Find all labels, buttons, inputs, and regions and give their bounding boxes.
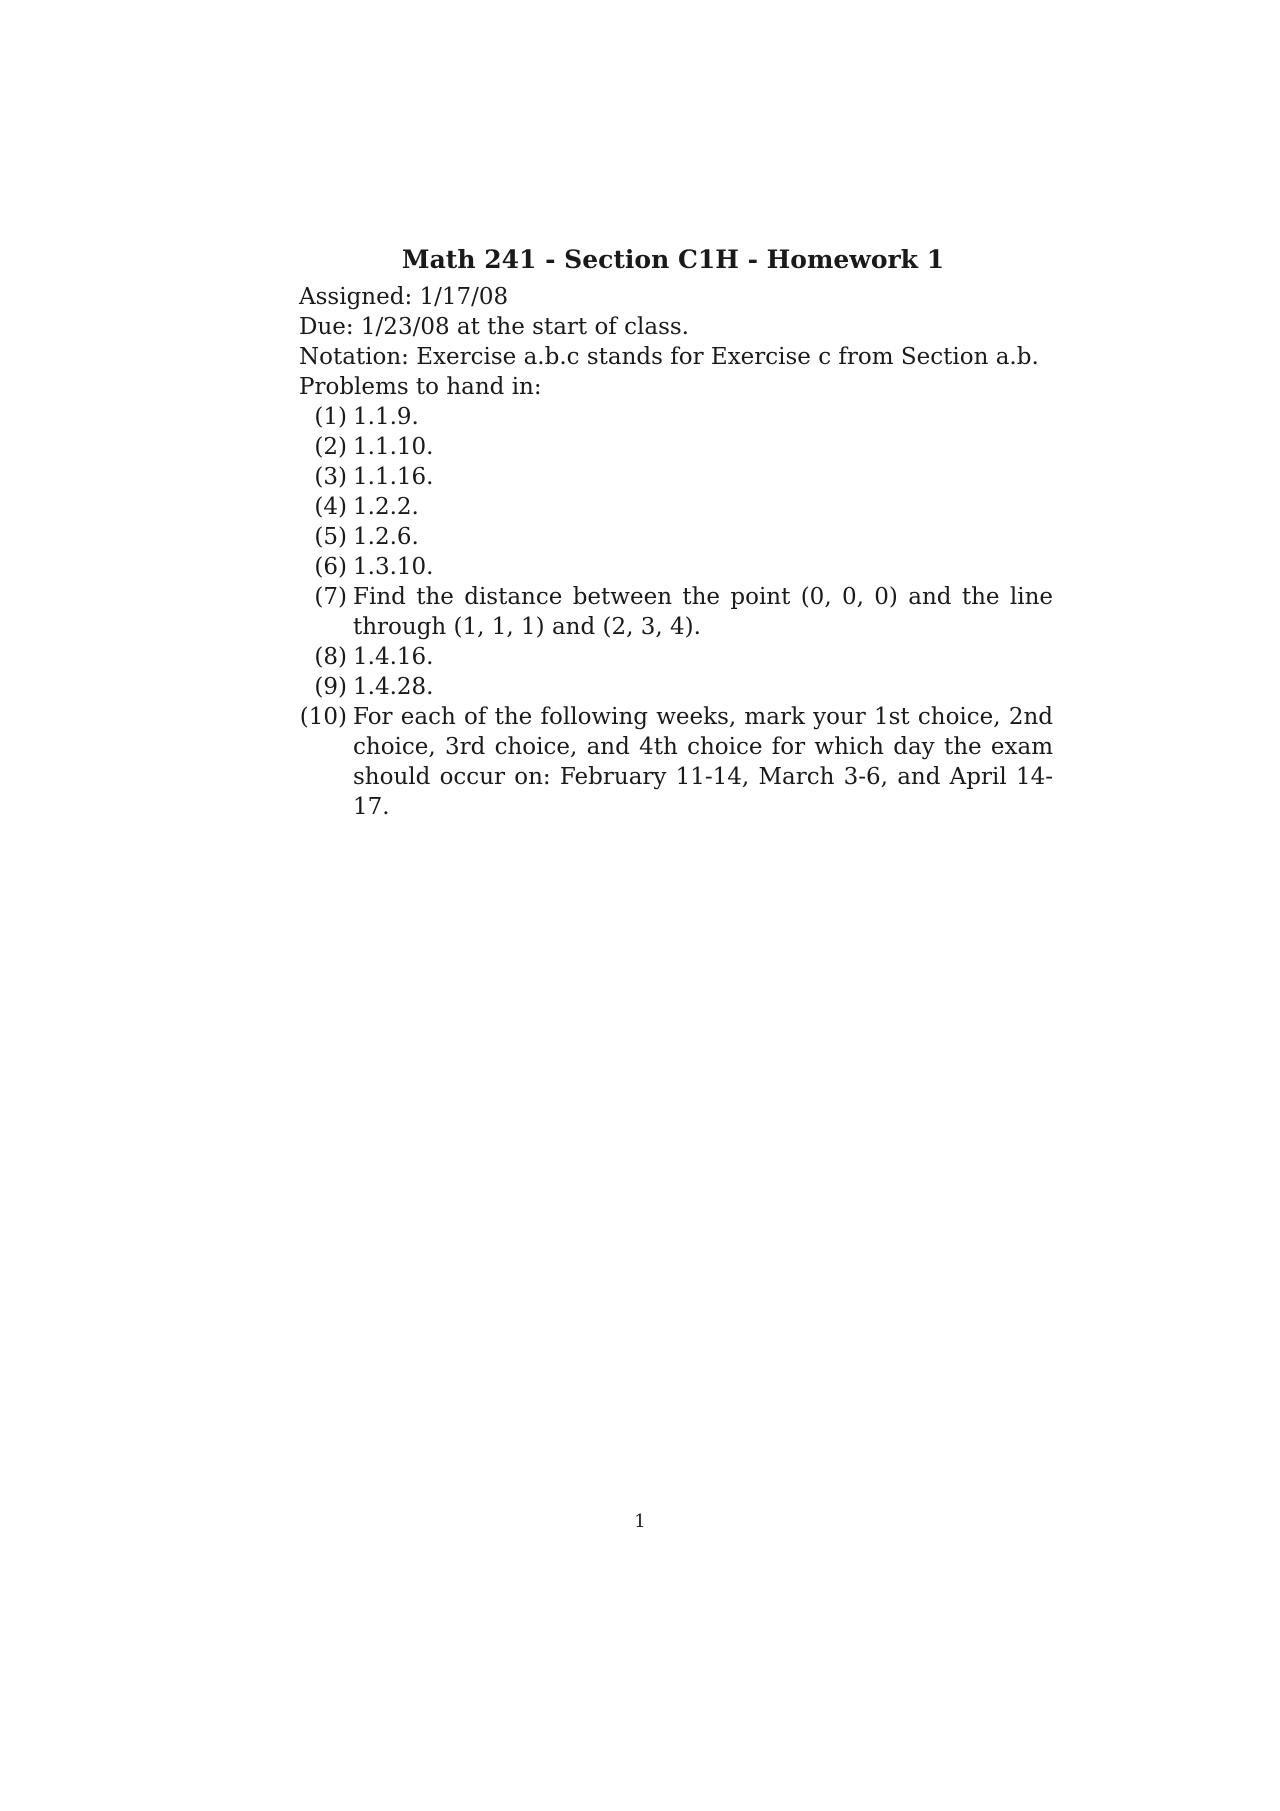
due-date: Due: 1/23/08 at the start of class. <box>299 314 689 340</box>
problem-text: 1.2.2. <box>353 494 419 520</box>
problem-number: (6) <box>314 554 347 580</box>
problem-text: 1.3.10. <box>353 554 434 580</box>
problem-text: 1.4.28. <box>353 674 434 700</box>
problem-item <box>299 672 1059 702</box>
problem-text: 1.1.10. <box>353 434 434 460</box>
notation-note: Notation: Exercise a.b.c stands for Exercise c from Section a.b. <box>299 344 1039 370</box>
problem-text: Find the distance between the point (0, 0, 0) and the line through (1, 1, 1) and (2, 3, 4). <box>353 584 1053 640</box>
problem-number: (2) <box>314 434 347 460</box>
problem-text: For each of the following weeks, mark your 1st choice, 2nd choice, 3rd choice, and 4th choice for which day the exam should occur on: February 11-14, March 3-6, and April 14-17. <box>353 704 1053 820</box>
problem-item <box>299 462 1059 492</box>
problem-item <box>299 522 1059 552</box>
problem-text: 1.4.16. <box>353 644 434 670</box>
problem-item <box>299 582 1059 642</box>
problem-number: (8) <box>314 644 347 670</box>
problem-text: 1.2.6. <box>353 524 419 550</box>
problem-number: (1) <box>314 404 347 430</box>
problem-item <box>299 432 1059 462</box>
problem-number: (3) <box>314 464 347 490</box>
problem-number: (4) <box>314 494 347 520</box>
problem-item <box>299 402 1059 432</box>
problem-number: (5) <box>314 524 347 550</box>
problem-number: (7) <box>314 584 347 610</box>
problem-item <box>299 642 1059 672</box>
assigned-date: Assigned: 1/17/08 <box>299 284 509 310</box>
problem-item <box>299 702 1059 822</box>
document-body <box>299 282 1059 822</box>
page-number: 1 <box>634 1511 646 1532</box>
problem-item <box>299 492 1059 522</box>
document-title: Math 241 - Section C1H - Homework 1 <box>401 245 945 274</box>
problem-number: (9) <box>314 674 347 700</box>
problem-number: (10) <box>299 704 347 730</box>
problem-text: 1.1.9. <box>353 404 419 430</box>
problems-heading: Problems to hand in: <box>299 374 542 400</box>
problem-text: 1.1.16. <box>353 464 434 490</box>
problem-list <box>299 402 1059 822</box>
problem-item <box>299 552 1059 582</box>
